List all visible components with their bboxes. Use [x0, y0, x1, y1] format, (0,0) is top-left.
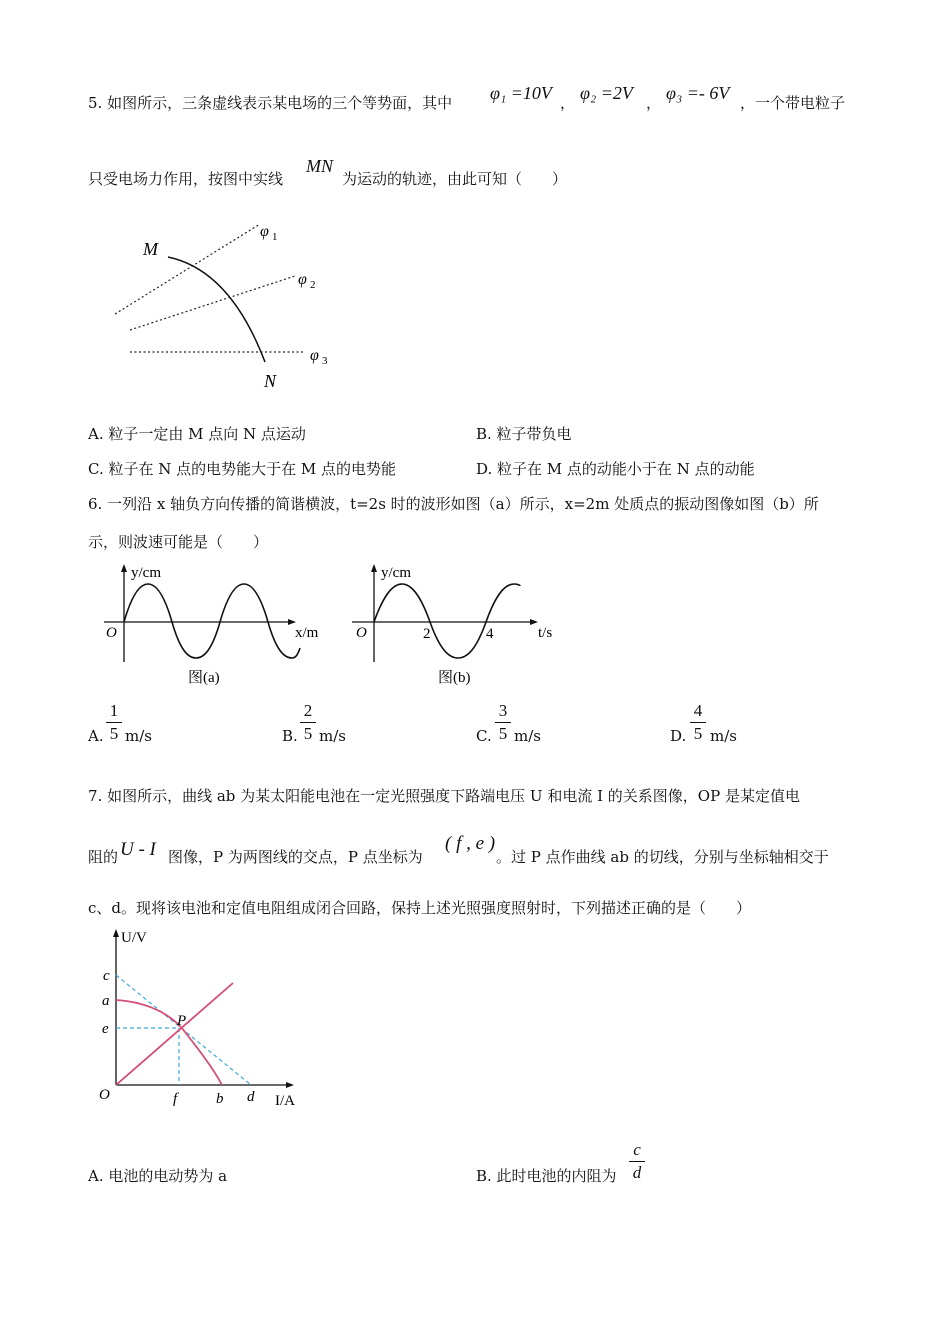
- q6a-xlabel: x/m: [295, 625, 319, 641]
- q7-label-c: c: [103, 968, 110, 984]
- q5-label-phi3: φ: [310, 347, 319, 364]
- q5-label-n: N: [264, 371, 277, 391]
- q7-option-b: B. 此时电池的内阻为: [476, 1167, 617, 1185]
- q6a-caption: 图(a): [188, 670, 220, 686]
- q6a-origin: O: [106, 625, 117, 641]
- q7-xlabel: I/A: [275, 1093, 295, 1109]
- q5-label-phi3-sub: 3: [322, 355, 328, 367]
- q6-option-a-unit: m/s: [125, 727, 152, 745]
- fraction-bar: [106, 722, 122, 723]
- q5-option-c: C. 粒子在 N 点的电势能大于在 M 点的电势能: [88, 460, 397, 478]
- q7-line3: c、d。现将该电池和定值电阻组成闭合回路，保持上述光照强度照射时，下列描述正确的是（ ）: [88, 899, 752, 917]
- q5-label-phi2: φ: [298, 271, 307, 288]
- q6-option-a-label: A.: [88, 727, 104, 745]
- q6-option-d-den: 5: [693, 724, 703, 743]
- q6-option-d-num: 4: [693, 701, 703, 720]
- q5-equipotential-1: [115, 224, 260, 314]
- q7-coord: ( f , e ): [445, 833, 496, 854]
- q6-option-a-num: 1: [109, 701, 119, 720]
- q6-option-c-fraction: [495, 701, 511, 744]
- q7-line2-mid: 图像，P 为两图线的交点，P 点坐标为: [168, 848, 423, 866]
- q5-line1-end: ，一个带电粒子: [740, 94, 846, 112]
- q5-sep2: ，: [646, 94, 662, 112]
- q5-field-figure: [100, 210, 350, 395]
- q7-figure: [95, 920, 310, 1115]
- q7-label-p: P: [177, 1013, 187, 1029]
- q6-option-d-unit: m/s: [710, 727, 737, 745]
- q5-option-b: B. 粒子带负电: [476, 425, 572, 443]
- q6-figure-a: [98, 560, 333, 690]
- q5-mn: MN: [306, 156, 333, 176]
- q5-label-phi2-sub: 2: [310, 279, 316, 291]
- q6b-caption: 图(b): [438, 670, 471, 686]
- fraction-bar: [300, 722, 316, 723]
- q6-option-a-fraction: [106, 701, 122, 744]
- q5-label-phi1-sub: 1: [272, 231, 278, 243]
- q6-option-b-num: 2: [303, 701, 313, 720]
- q5-trajectory-mn: [168, 257, 265, 362]
- q6-option-b-unit: m/s: [319, 727, 346, 745]
- q7-line2-start: 阻的: [88, 848, 119, 866]
- q6-option-c-label: C.: [476, 727, 492, 745]
- q7-option-b-den: d: [632, 1163, 642, 1182]
- q5-line2-end: 为运动的轨迹，由此可知（ ）: [342, 170, 568, 188]
- q6a-ylabel: y/cm: [131, 565, 161, 581]
- q5-line2-text: 只受电场力作用，按图中实线: [88, 170, 284, 188]
- q6b-origin: O: [356, 625, 367, 641]
- q6-option-d-fraction: [690, 701, 706, 744]
- fraction-bar: [495, 722, 511, 723]
- q7-line2-end: 。过 P 点作曲线 ab 的切线，分别与坐标轴相交于: [496, 848, 829, 866]
- q6b-ylabel: y/cm: [381, 565, 411, 581]
- fraction-bar: [690, 722, 706, 723]
- q6b-xlabel: t/s: [538, 625, 553, 641]
- q7-option-b-num: c: [633, 1140, 641, 1159]
- q6b-vibration-curve: [374, 584, 520, 658]
- q6-option-c-unit: m/s: [514, 727, 541, 745]
- q7-label-b: b: [216, 1091, 224, 1107]
- q6a-wave: [124, 584, 300, 658]
- q6b-y-arrow: [371, 564, 377, 572]
- q5-option-d: D. 粒子在 M 点的动能小于在 N 点的动能: [476, 460, 755, 478]
- q6b-tick-4: 4: [486, 626, 494, 642]
- q5-phi2: φ₂ =2V: [580, 83, 633, 103]
- q5-equipotential-2: [130, 276, 295, 330]
- q6-line2: 示，则波速可能是（ ）: [88, 533, 269, 551]
- q7-option-b-fraction: [629, 1140, 645, 1183]
- q7-option-a: A. 电池的电动势为 a: [88, 1167, 228, 1185]
- q7-ui: U - I: [120, 839, 156, 860]
- q6b-tick-2: 2: [423, 626, 431, 642]
- q6-option-b-den: 5: [303, 724, 313, 743]
- q5-phi3: φ₃ =- 6V: [666, 83, 730, 103]
- q6-option-c-num: 3: [498, 701, 508, 720]
- q7-label-e: e: [102, 1021, 109, 1037]
- fraction-bar: [629, 1161, 645, 1162]
- q6-option-b-label: B.: [282, 727, 298, 745]
- q5-line1-text: 5. 如图所示，三条虚线表示某电场的三个等势面，其中: [88, 94, 453, 112]
- q6-option-b-fraction: [300, 701, 316, 744]
- q7-i-arrow: [286, 1082, 294, 1088]
- q5-phi1: φ₁ =10V: [490, 83, 552, 103]
- q7-ylabel: U/V: [121, 930, 147, 946]
- q7-line1: 7. 如图所示，曲线 ab 为某太阳能电池在一定光照强度下路端电压 U 和电流 I 的关系图像，OP 是某定值电: [88, 787, 800, 805]
- q5-label-m: M: [143, 239, 158, 259]
- q5-option-a: A. 粒子一定由 M 点向 N 点运动: [88, 425, 306, 443]
- q6-option-c-den: 5: [498, 724, 508, 743]
- q7-origin: O: [99, 1087, 110, 1103]
- q6-option-d-label: D.: [670, 727, 687, 745]
- q7-label-d: d: [247, 1089, 255, 1105]
- q7-u-arrow: [113, 929, 119, 937]
- q5-label-phi1: φ: [260, 223, 269, 240]
- q6b-x-arrow: [530, 619, 538, 625]
- q5-sep1: ，: [560, 94, 576, 112]
- q6a-y-arrow: [121, 564, 127, 572]
- q7-label-a: a: [102, 993, 110, 1009]
- q6-option-a-den: 5: [109, 724, 119, 743]
- q6-line1: 6. 一列沿 x 轴负方向传播的简谐横波，t=2s 时的波形如图（a）所示，x=2m 处质点的振动图像如图（b）所: [88, 495, 819, 513]
- q7-label-f: f: [173, 1091, 178, 1107]
- q6-figure-b: [348, 560, 568, 690]
- q7-line-op: [116, 983, 233, 1085]
